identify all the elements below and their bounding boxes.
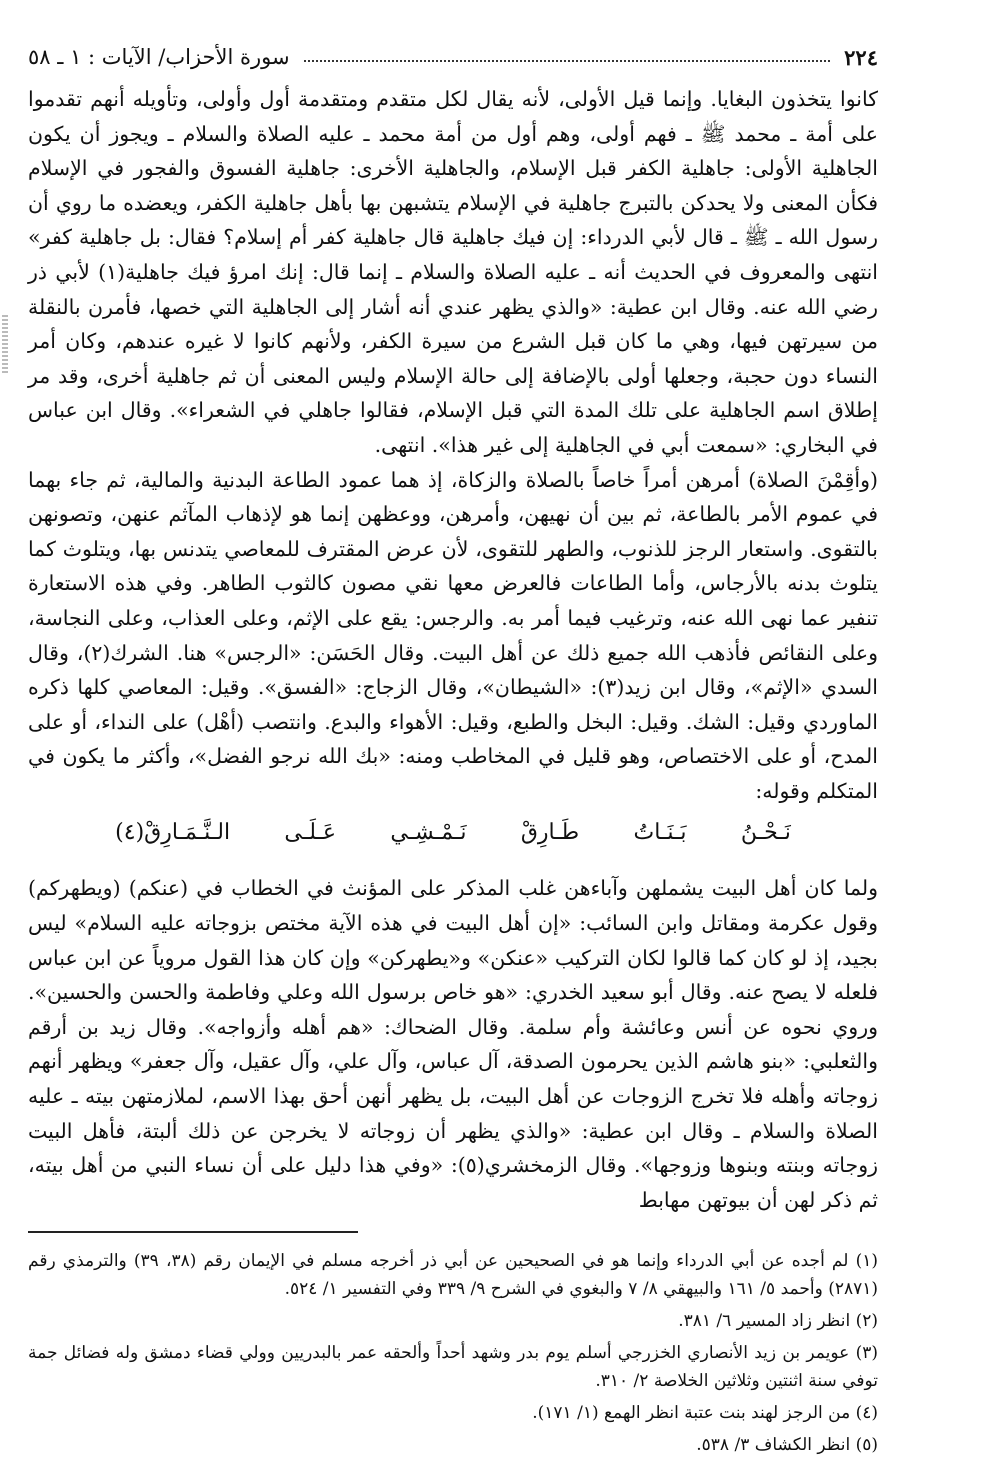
footnote: (١) لم أجده عن أبي الدرداء وإنما هو في الصحيحين عن أبي ذر أخرجه مسلم في الإيمان رقم (٣٨، ٣٩) والترمذي رقم (٢٨٧١) وأحمد ٥/ ١٦١ والبيهقي ٨/ ٧ والبغوي في الشرح ٩/ ٣٣٩ وفي التفسير ١/ ٥٢٤. bbox=[28, 1251, 878, 1300]
paragraph: (وأقِمْنَ الصلاة) أمرهن أمراً خاصاً بالصلاة والزكاة، إذ هما عمود الطاعة البدنية والمالية، ثم جاء بهما في عموم الأمر بالطاعة، ثم بين أن نهيهن، وأمرهن، ووعظهن إنما هو لإذهاب المآثم عنهن، وتصونهن بالتقوى. واستعار الرجز للذنوب، والطهر للتقوى، لأن عرض المقترف للمعاصي يتدنس بها، ويتلوث كما يتلوث بدنه بالأرجاس، وأما الطاعات فالعرض معها نقي مصون كالثوب الطاهر. وفي هذه الاستعارة تنفير عما نهى الله عنه، وترغيب فيما أمر به. والرجس: يقع على الإثم، وعلى العذاب، وعلى النجاسة، وعلى النقائص فأذهب الله جميع ذلك عن أهل البيت. وقال الحَسَن: «الرجس» هنا. الشرك(٢)، وقال السدي «الإثم»، وقال ابن زيد(٣): «الشيطان»، وقال الزجاج: «الفسق». وقيل: المعاصي كلها ذكره الماوردي وقيل: الشك. وقيل: البخل والطبع، وقيل: الأهواء والبدع. وانتصب (أهْل) على النداء، أو على المدح، أو على الاختصاص، وهو قليل في المخاطب ومنه: «بك الله نرجو الفضل»، وأكثر ما يكون في المتكلم وقوله: bbox=[28, 467, 879, 803]
verse-word: عَـلَـى bbox=[284, 820, 337, 846]
verse-word: طَـارِقْ bbox=[520, 820, 580, 846]
page-number: ٢٢٤ bbox=[844, 44, 878, 70]
verse-word: الـنَّـمَـارِقْ(٤) bbox=[115, 820, 231, 846]
footnotes bbox=[28, 1247, 878, 1459]
footnote: (٣) عويمر بن زيد الأنصاري الخزرجي أسلم يوم بدر وشهد أحداً وألحقه عمر بالبدريين وولي قضاء دمشق وله فضائل جمة توفي سنة اثنتين وثلاثين الخلاصة ٢/ ٣١٠. bbox=[28, 1343, 878, 1392]
header-dotted-leader bbox=[304, 60, 831, 62]
surah-title: سورة الأحزاب/ الآيات : ١ ـ ٥٨ bbox=[28, 45, 290, 69]
footnote: (٤) من الرجز لهند بنت عتبة انظر الهمع (١/ ١٧١). bbox=[532, 1403, 878, 1424]
running-header bbox=[28, 40, 878, 74]
verse-word: بَـنَـاتُ bbox=[633, 820, 687, 846]
footnote: (٢) انظر زاد المسير ٦/ ٣٨١. bbox=[678, 1311, 878, 1332]
paragraph: كانوا يتخذون البغايا. وإنما قيل الأولى، لأنه يقال لكل متقدم ومتقدمة أول وأولى، وتأويله أنهم تقدموا على أمة ـ محمد ﷺ ـ فهم أولى، وهم أول من أمة محمد ـ عليه الصلاة والسلام ـ ويجوز أن يكون الجاهلية الأولى: جاهلية الكفر قبل الإسلام، والجاهلية الأخرى: جاهلية الفسوق والفجور في الإسلام فكأن المعنى ولا يحدكن بالتبرج جاهلية في الإسلام يتشبهن بها بأهل جاهلية الكفر، ويعضده ما روي أن رسول الله ـ ﷺ ـ قال لأبي الدرداء: إن فيك جاهلية قال جاهلية كفر أم إسلام؟ فقال: بل جاهلية كفر» انتهى والمعروف في الحديث أنه ـ عليه الصلاة والسلام ـ إنما قال: إنك امرؤ فيك جاهلية(١) لأبي ذر رضي الله عنه. وقال ابن عطية: «والذي يظهر عندي أنه أشار إلى الجاهلية التي خصها، فأمرن بالنقلة من سيرتهن فيها، وهي ما كان قبل الشرع من سيرة الكفر، ولأنهم كانوا لا غيره عندهم، وكان أمر النساء دون حجبة، وجعلها أولى بالإضافة إلى حالة الإسلام وليس المعنى أن ثم جاهلية أخرى، وقد مر إطلاق اسم الجاهلية على تلك المدة التي قبل الإسلام، فقالوا جاهلي في الشعراء». وقال ابن عباس في البخاري: «سمعت أبي في الجاهلية إلى غير هذا». انتهى. bbox=[28, 87, 878, 457]
main-text bbox=[28, 82, 878, 808]
main-text-continued bbox=[28, 871, 878, 1217]
footnote: (٥) انظر الكشاف ٣/ ٥٣٨. bbox=[696, 1435, 878, 1456]
scan-edge-mark bbox=[2, 315, 8, 375]
footnote-separator bbox=[28, 1217, 878, 1247]
verse-word: نَـمْـشِـي bbox=[390, 820, 467, 846]
paragraph: ولما كان أهل البيت يشملهن وآباءهن غلب المذكر على المؤنث في الخطاب في (عنكم) (ويطهركم) وقول عكرمة ومقاتل وابن السائب: «إن أهل البيت في هذه الآية مختص بزوجاته عليه السلام» ليس بجيد، إذ لو كان كما قالوا لكان التركيب «عنكن» و«يطهركن» وإن كان هذا القول مروياً عن ابن عباس فلعله لا يصح عنه. وقال أبو سعيد الخدري: «هو خاص برسول الله وعلي وفاطمة والحسن والحسين». وروي نحوه عن أنس وعائشة وأم سلمة. وقال الضحاك: «هم أهله وأزواجه». وقال زيد بن أرقم والثعلبي: «بنو هاشم الذين يحرمون الصدقة، آل عباس، وآل علي، وآل عقيل، وآل جعفر» ويظهر أنهم زوجاته وأهله فلا تخرج الزوجات عن أهل البيت، بل يظهر أنهن أحق بهذا الاسم، لملازمتهن بيته ـ عليه الصلاة والسلام ـ وقال ابن عطية: «والذي يظهر أن زوجاته لا يخرجن عن ذلك ألبتة، فأهل البيت زوجاته وبنته وبنوها وزوجها». وقال الزمخشري(٥): «وفي هذا دليل على أن نساء النبي من أهل بيته، ثم ذكر لهن أن بيوتهن مهابط bbox=[28, 876, 878, 1212]
verse-word: نَـحْـنُ bbox=[740, 820, 791, 846]
verse-line bbox=[28, 808, 878, 863]
book-page bbox=[28, 40, 879, 1456]
